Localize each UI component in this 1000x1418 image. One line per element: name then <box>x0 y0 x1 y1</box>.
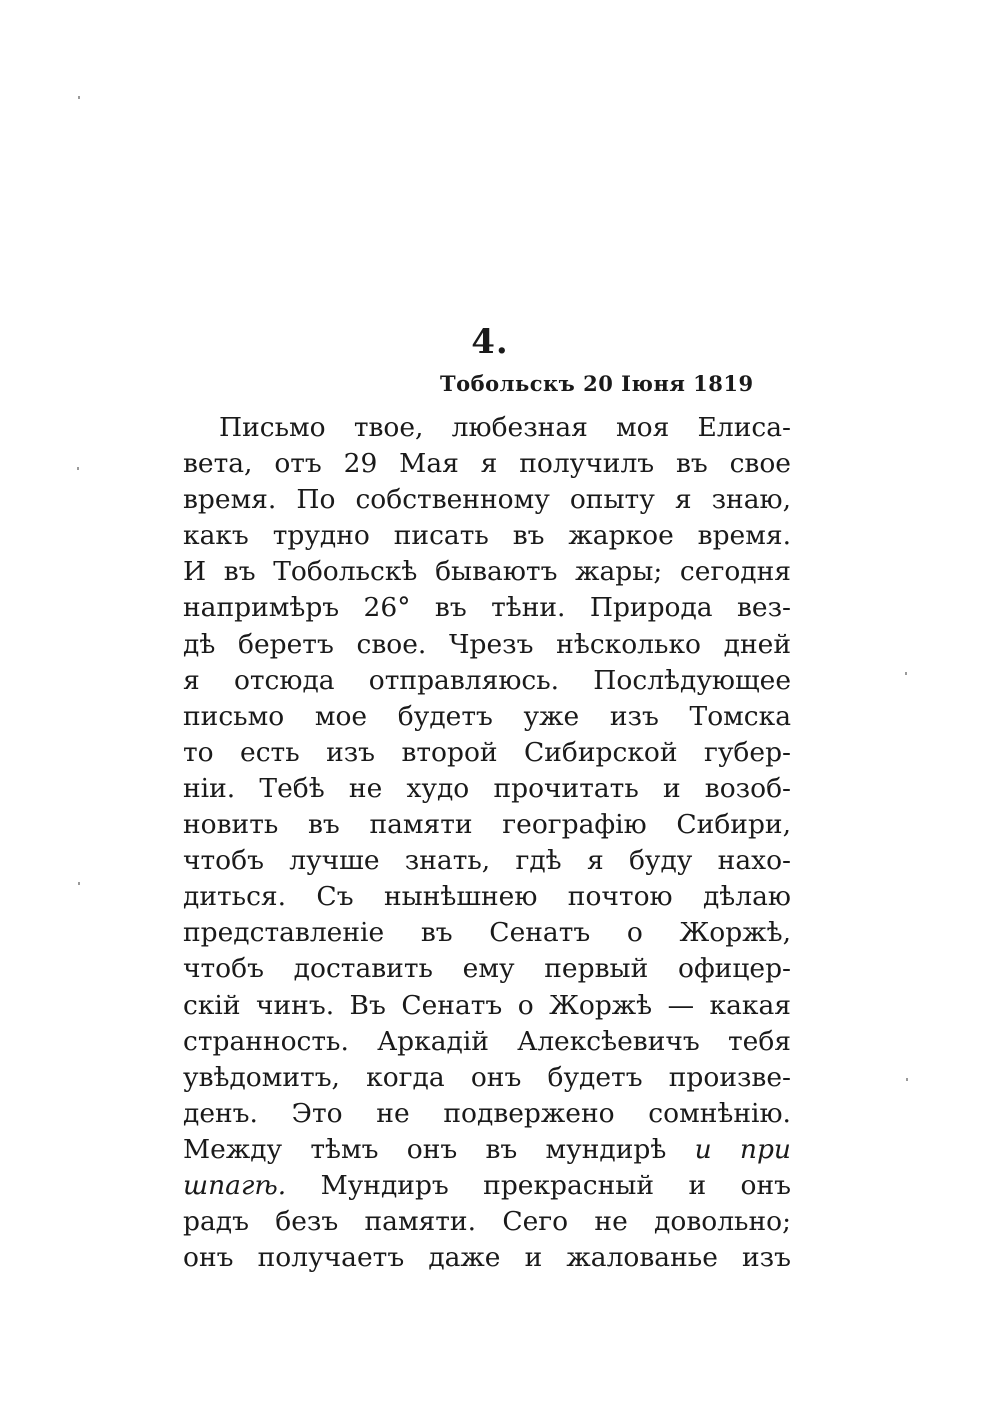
text-line <box>183 590 791 626</box>
text-line <box>183 843 791 879</box>
text-line <box>183 1168 791 1204</box>
text-line <box>183 663 791 699</box>
letter-body <box>183 410 791 1276</box>
text-line <box>183 1096 791 1132</box>
text-run: ніи. Тебѣ не худо прочитать и возоб- <box>183 772 791 804</box>
text-run: представленіе въ Сенатъ о Жоржѣ, <box>183 917 791 949</box>
text-run: онъ получаетъ даже и жалованье изъ <box>183 1242 791 1274</box>
text-line <box>183 735 791 771</box>
text-run: чтобъ лучше знать, гдѣ я буду нахо- <box>183 845 791 877</box>
text-run: какъ трудно писать въ жаркое время. <box>183 520 791 552</box>
text-run: скій чинъ. Въ Сенатъ о Жоржѣ — какая <box>183 989 791 1021</box>
text-line <box>183 951 791 987</box>
text-run: странность. Аркадій Алексѣевичъ тебя <box>183 1025 791 1057</box>
text-run: вета, отъ 29 Мая я получилъ въ свое <box>183 448 791 480</box>
text-line <box>183 627 791 663</box>
text-line <box>183 554 791 590</box>
text-line <box>183 807 791 843</box>
scan-speck <box>77 467 79 470</box>
text-run: Мундиръ прекрасный и онъ <box>286 1169 791 1201</box>
text-line <box>183 988 791 1024</box>
letter-number: 4. <box>471 322 509 362</box>
text-line <box>183 1204 791 1240</box>
text-line <box>183 699 791 735</box>
text-line <box>183 518 791 554</box>
text-run: денъ. Это не подвержено сомнѣнію. <box>183 1097 791 1129</box>
text-line <box>183 915 791 951</box>
text-run: я отсюда отправляюсь. Послѣдующее <box>183 664 791 696</box>
text-line <box>183 446 791 482</box>
text-run: И въ Тобольскѣ бываютъ жары; сегодня <box>183 556 791 588</box>
text-run: новить въ памяти географію Сибири, <box>183 809 791 841</box>
text-run: диться. Съ нынѣшнею почтою дѣлаю <box>183 881 791 913</box>
italic-text-run: шпагѣ. <box>183 1169 287 1201</box>
scan-speck <box>78 882 80 885</box>
text-line <box>183 1060 791 1096</box>
text-run: увѣдомитъ, когда онъ будетъ произве- <box>183 1061 791 1093</box>
text-run: время. По собственному опыту я знаю, <box>183 484 791 516</box>
text-line <box>183 1024 791 1060</box>
text-line <box>183 482 791 518</box>
text-run: радъ безъ памяти. Сего не довольно; <box>183 1206 791 1238</box>
text-run: Между тѣмъ онъ въ мундирѣ <box>183 1133 695 1165</box>
text-run: чтобъ доставить ему первый офицер- <box>183 953 791 985</box>
scan-speck <box>905 672 907 675</box>
scan-speck <box>906 1078 908 1081</box>
text-line <box>183 771 791 807</box>
italic-text-run: и при <box>694 1133 791 1165</box>
text-run: напримѣръ 26° въ тѣни. Природа вез- <box>183 592 791 624</box>
text-run: дѣ беретъ свое. Чрезъ нѣсколько дней <box>183 628 791 660</box>
scan-speck <box>78 96 80 99</box>
text-run: письмо мое будетъ уже изъ Томска <box>183 700 791 732</box>
text-line <box>183 1240 791 1276</box>
text-line <box>183 1132 791 1168</box>
text-line <box>183 410 791 446</box>
dateline: Тобольскъ 20 Іюня 1819 <box>440 371 754 396</box>
text-run: то есть изъ второй Сибирской губер- <box>183 736 791 768</box>
text-line <box>183 879 791 915</box>
text-run: Письмо твое, любезная моя Елиса- <box>219 412 791 443</box>
